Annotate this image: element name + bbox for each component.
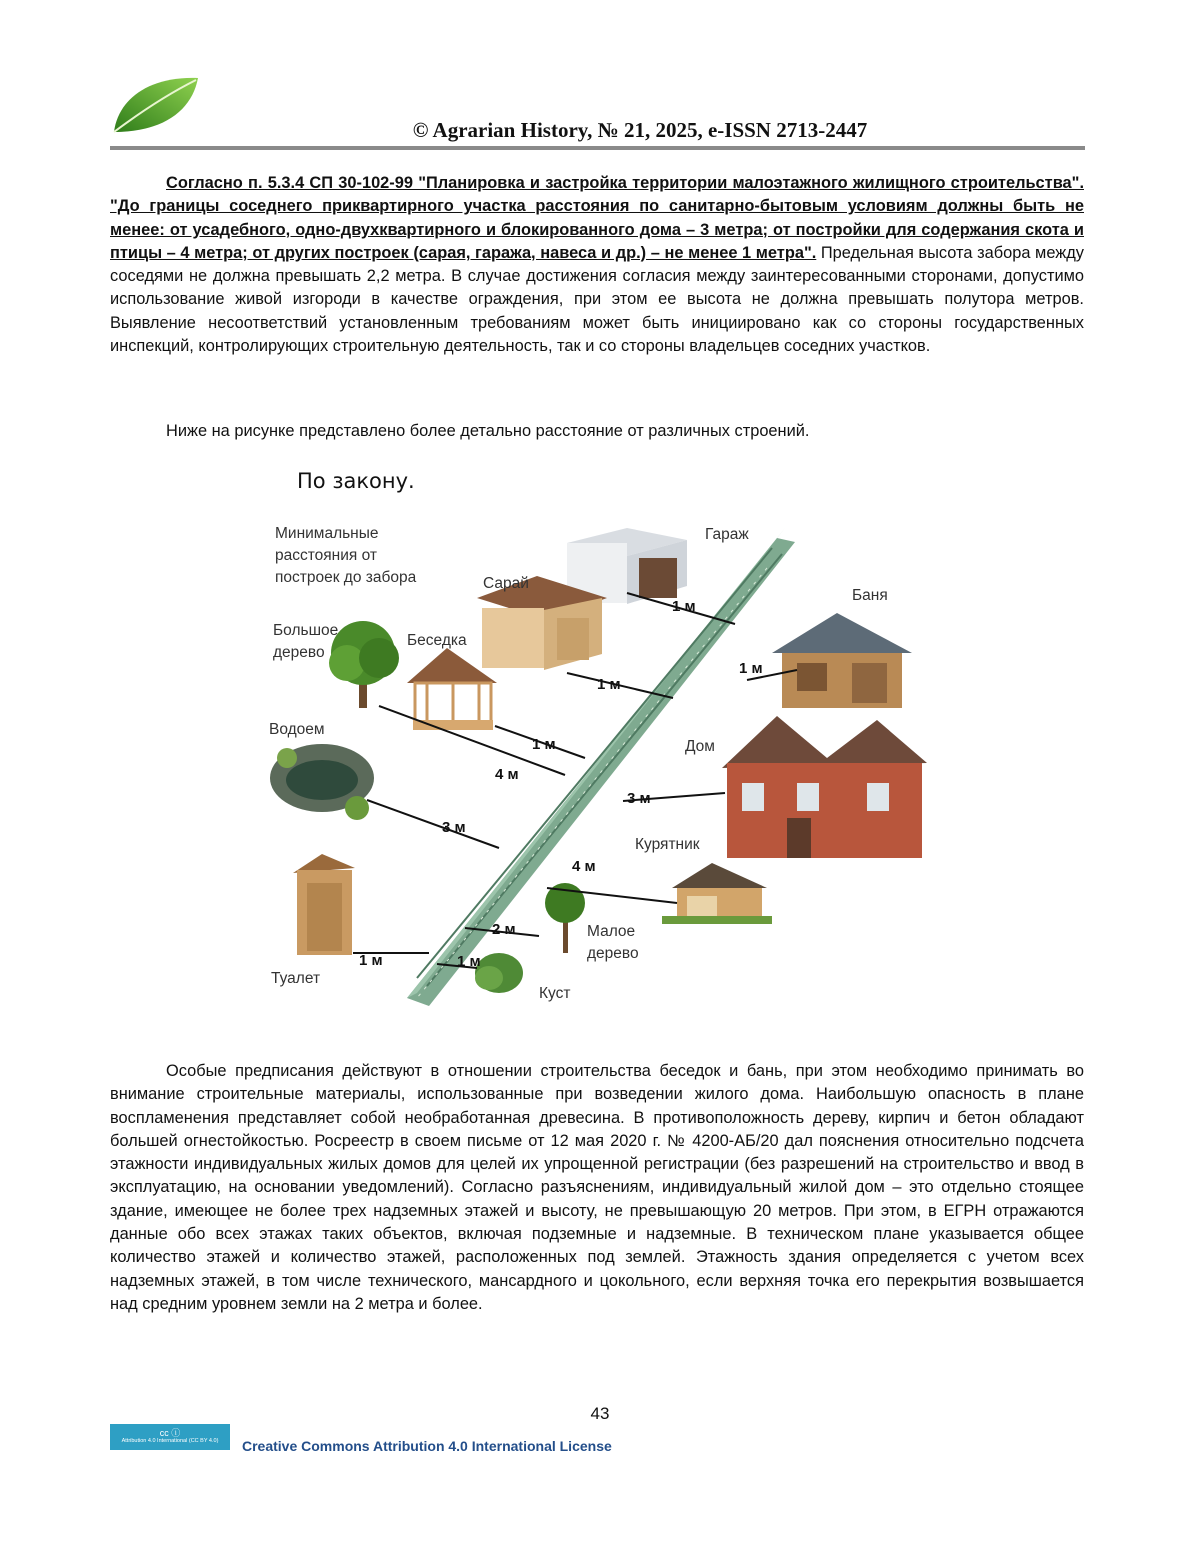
caption-line-2: расстояния от xyxy=(275,547,377,564)
distance-bathhouse: 1 м xyxy=(739,660,763,677)
paragraph-figure-intro: Ниже на рисунке представлено более детально расстояние от различных строений. xyxy=(166,422,810,440)
label-toilet: Туалет xyxy=(271,970,321,987)
distance-house: 3 м xyxy=(627,790,651,807)
regulation-quote: Согласно п. 5.3.4 СП 30-102-99 "Планировка и застройка территории малоэтажного жилищного строительства". "До границы соседнего приквартирного участка расстояния по санитарно-бытовым условиям должны быть не менее: от усадебного, одно-двухквартирного и блокированного дома – 3 метра; от постройки для содержания скота и птицы – 4 метра; от других построек (сарая, гаража, навеса и др.) – не менее 1 метра". xyxy=(110,174,1084,262)
label-small-tree-2: дерево xyxy=(587,945,639,962)
distance-figure xyxy=(267,458,932,1018)
license-link[interactable]: Creative Commons Attribution 4.0 International License xyxy=(242,1438,612,1454)
header-divider xyxy=(110,146,1085,150)
caption-line-3: построек до забора xyxy=(275,569,417,586)
label-bush: Куст xyxy=(539,985,571,1002)
figure-title: По закону. xyxy=(297,469,415,493)
bush-icon xyxy=(475,953,523,993)
distance-small-tree: 2 м xyxy=(492,921,516,938)
leaf-logo-icon xyxy=(108,70,204,136)
cc-badge-text: Attribution 4.0 International (CC BY 4.0) xyxy=(121,1438,219,1444)
paragraph-text: Предельная высота забора между соседями не должна превышать 2,2 метра. В случае достижения согласия между заинтересованными сторонами, допустимо использование живой изгороди в качестве ограждения, при этом ее высота не должна превышать полутора метров. Выявление несоответствий установленным требованиям может быть инициировано как со стороны государственных инспекций, контролирующих строительную деятельность, так и со стороны владельцев соседних участков. xyxy=(110,243,1084,356)
distance-shed: 1 м xyxy=(597,676,621,693)
distance-gazebo: 1 м xyxy=(532,736,556,753)
label-big-tree-2: дерево xyxy=(273,644,325,661)
distance-bush: 1 м xyxy=(457,953,481,970)
cc-license-badge[interactable] xyxy=(110,1424,230,1450)
label-shed: Сарай xyxy=(483,575,529,592)
distance-big-tree: 4 м xyxy=(495,766,519,783)
distance-coop: 4 м xyxy=(572,858,596,875)
paragraph-regulation xyxy=(110,172,1084,358)
label-coop: Курятник xyxy=(635,836,700,853)
caption-line-1: Минимальные xyxy=(275,525,379,542)
cc-icon: cc ⓘ xyxy=(159,1428,181,1438)
distance-garage: 1 м xyxy=(672,598,696,615)
label-big-tree-1: Большое xyxy=(273,622,339,639)
distance-pond: 3 м xyxy=(442,819,466,836)
label-gazebo: Беседка xyxy=(407,632,467,649)
label-house: Дом xyxy=(685,738,715,755)
label-bathhouse: Баня xyxy=(852,587,888,604)
label-small-tree-1: Малое xyxy=(587,923,636,940)
paragraph-regulations-detail: Особые предписания действуют в отношении строительства беседок и бань, при этом необходимо принимать во внимание строительные материалы, использованные при возведении жилого дома. Наибольшую опасность в плане воспламенения представляет собой необработанная древесина. В противоположность дереву, кирпич и бетон обладают большей огнестойкостью. Росреестр в своем письме от 12 мая 2020 г. № 4200-АБ/20 дал пояснения относительно подсчета этажности индивидуальных жилых домов для целей их упрощенной регистрации (без разрешений на строительство и ввод в эксплуатацию, на основании уведомлений). Согласно разъяснениям, индивидуальный жилой дом – это отдельно стоящее здание, имеющее не более трех надземных этажей и высоту, не превышающую 20 метров. При этом, в ЕГРН отражаются данные обо всех этажах таких объектов, включая подземные и надземные. В техническом плане указывается общее количество этажей и количество этажей, расположенных под землей. Этажность здания определяется с учетом всех надземных этажей, в том числе технического, мансардного и цокольного, если верхняя точка его перекрытия возвышается над средним уровнем земли на 2 метра и более. xyxy=(110,1062,1084,1313)
journal-header: © Agrarian History, № 21, 2025, e-ISSN 2713-2447 xyxy=(412,118,868,142)
label-pond: Водоем xyxy=(269,721,325,738)
distance-toilet: 1 м xyxy=(359,952,383,969)
label-garage: Гараж xyxy=(705,526,749,543)
page-number: 43 xyxy=(590,1404,610,1423)
